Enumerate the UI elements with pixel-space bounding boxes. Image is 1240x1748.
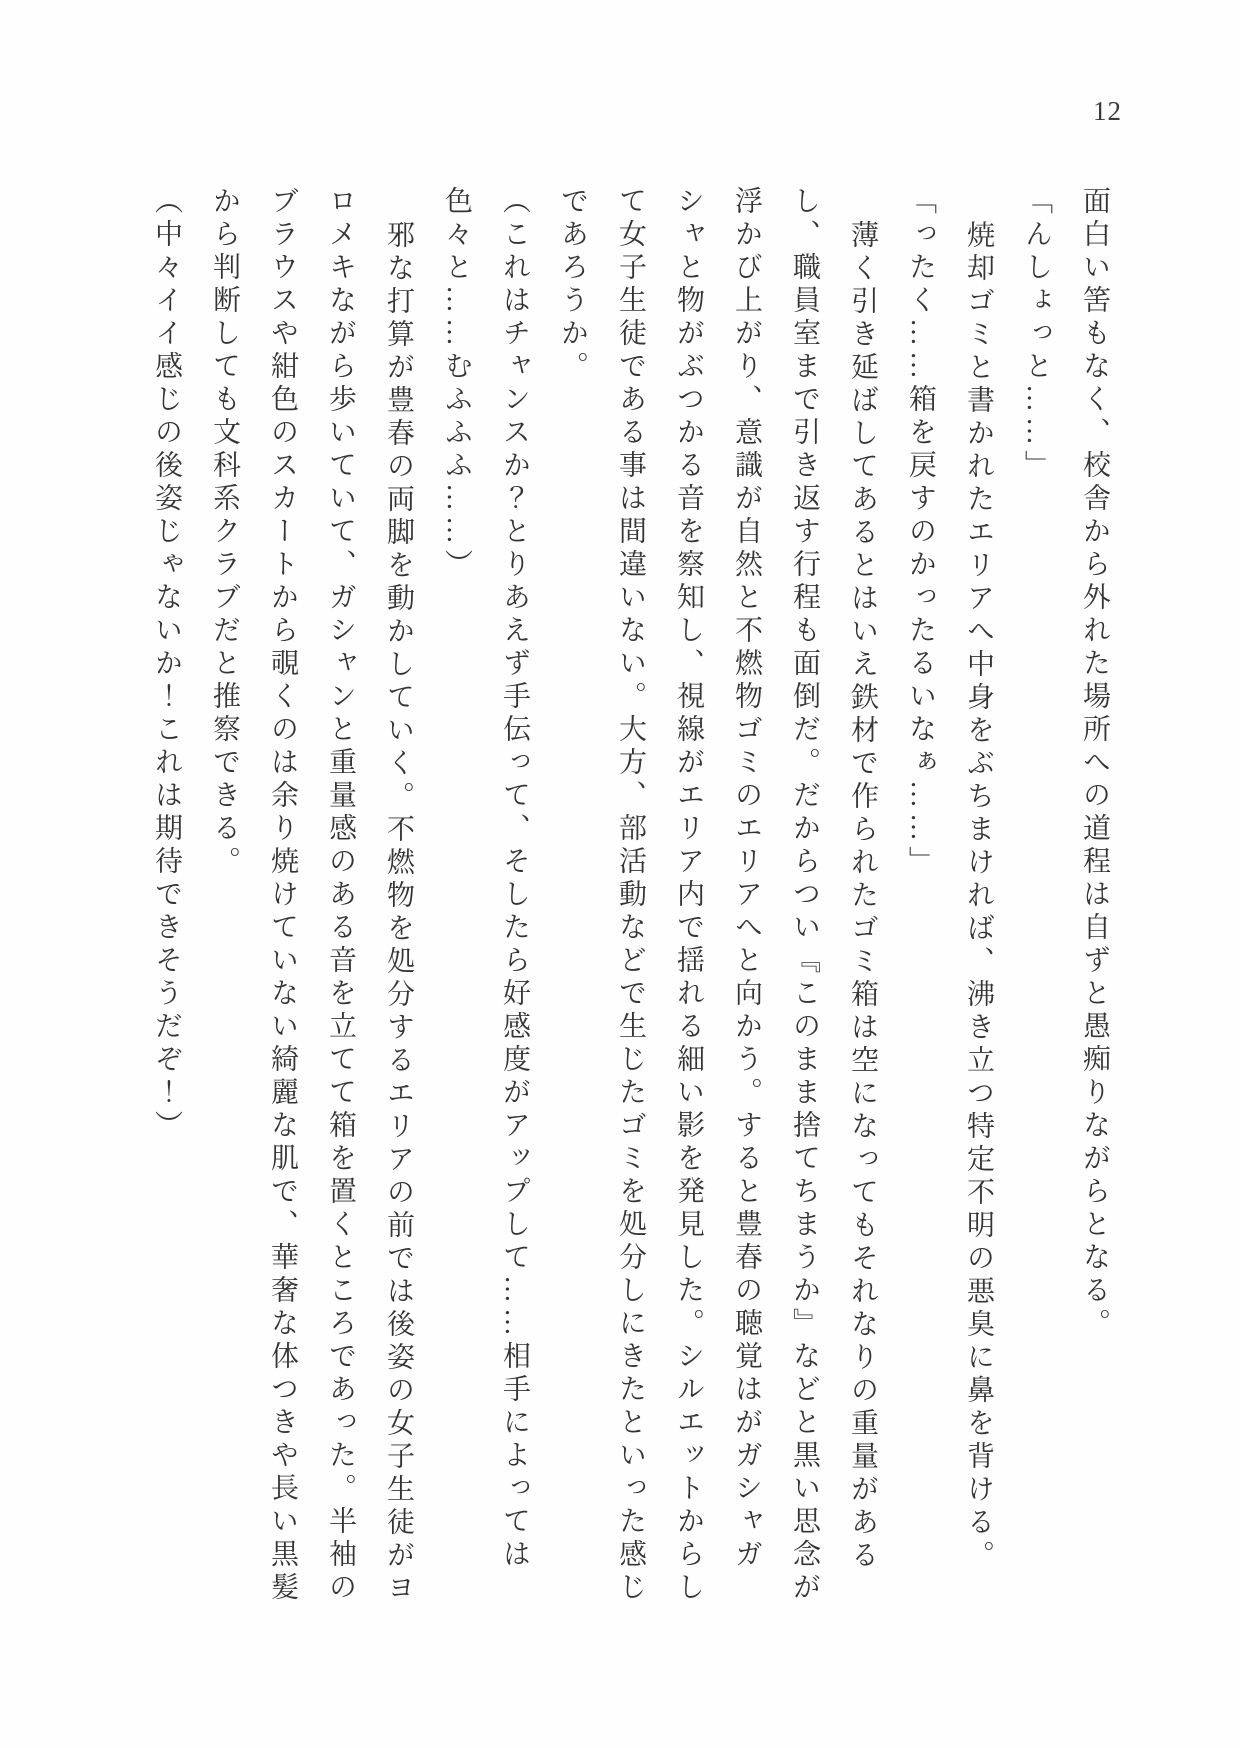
paragraph-dialogue-2: 「ったく……箱を戻すのかったるいなぁ……」	[905, 186, 936, 879]
paragraph-narration-4: 邪な打算が豊春の両脚を動かしていく。不燃物を処分するエリアの前では後姿の女子生徒がヨロメキながら歩いていて、ガシャンと重量感のある音を立てて箱を置くところであった。半袖のブラウスや紺色のスカートから覗くのは余り焼けていない綺麗な肌で、華奢な体つきや長い黒髪から判断しても文科系クラブだと推察できる。	[209, 186, 414, 1606]
body-text	[131, 186, 1123, 1634]
paragraph-dialogue-1: 「んしょっと……」	[1021, 186, 1052, 483]
paragraph-narration-3: 薄く引き延ばしてあるとはいえ鉄材で作られたゴミ箱は空になってもそれなりの重量があるし、職員室まで引き返す行程も面倒だ。だからつい『このまま捨てちまうか』などと黒い思念が浮かび上がり、意識が自然と不燃物ゴミのエリアへと向かう。すると豊春の聴覚はがガシャガシャと物がぶつかる音を察知し、視線がエリア内で揺れる細い影を発見した。シルエットからして女子生徒である事は間違いない。大方、部活動などで生じたゴミを処分しにきたといった感じであろうか。	[557, 186, 878, 1605]
paragraph-inner-thought-1: （これはチャンスか？とりあえず手伝って、そしたら好感度がアップして……相手によっては色々と……むふふふ……）	[441, 186, 530, 1572]
paragraph-narration-2: 焼却ゴミと書かれたエリアへ中身をぶちまければ、沸き立つ特定不明の悪臭に鼻を背ける。	[963, 219, 994, 1573]
paragraph-narration-1: 面白い筈もなく、校舎から外れた場所への道程は自ずと愚痴りながらとなる。	[1079, 186, 1110, 1341]
paragraph-inner-thought-2: （中々イイ感じの後姿じゃないか！これは期待できそうだぞ！）	[151, 186, 182, 1143]
page-number: 12	[1093, 96, 1122, 126]
